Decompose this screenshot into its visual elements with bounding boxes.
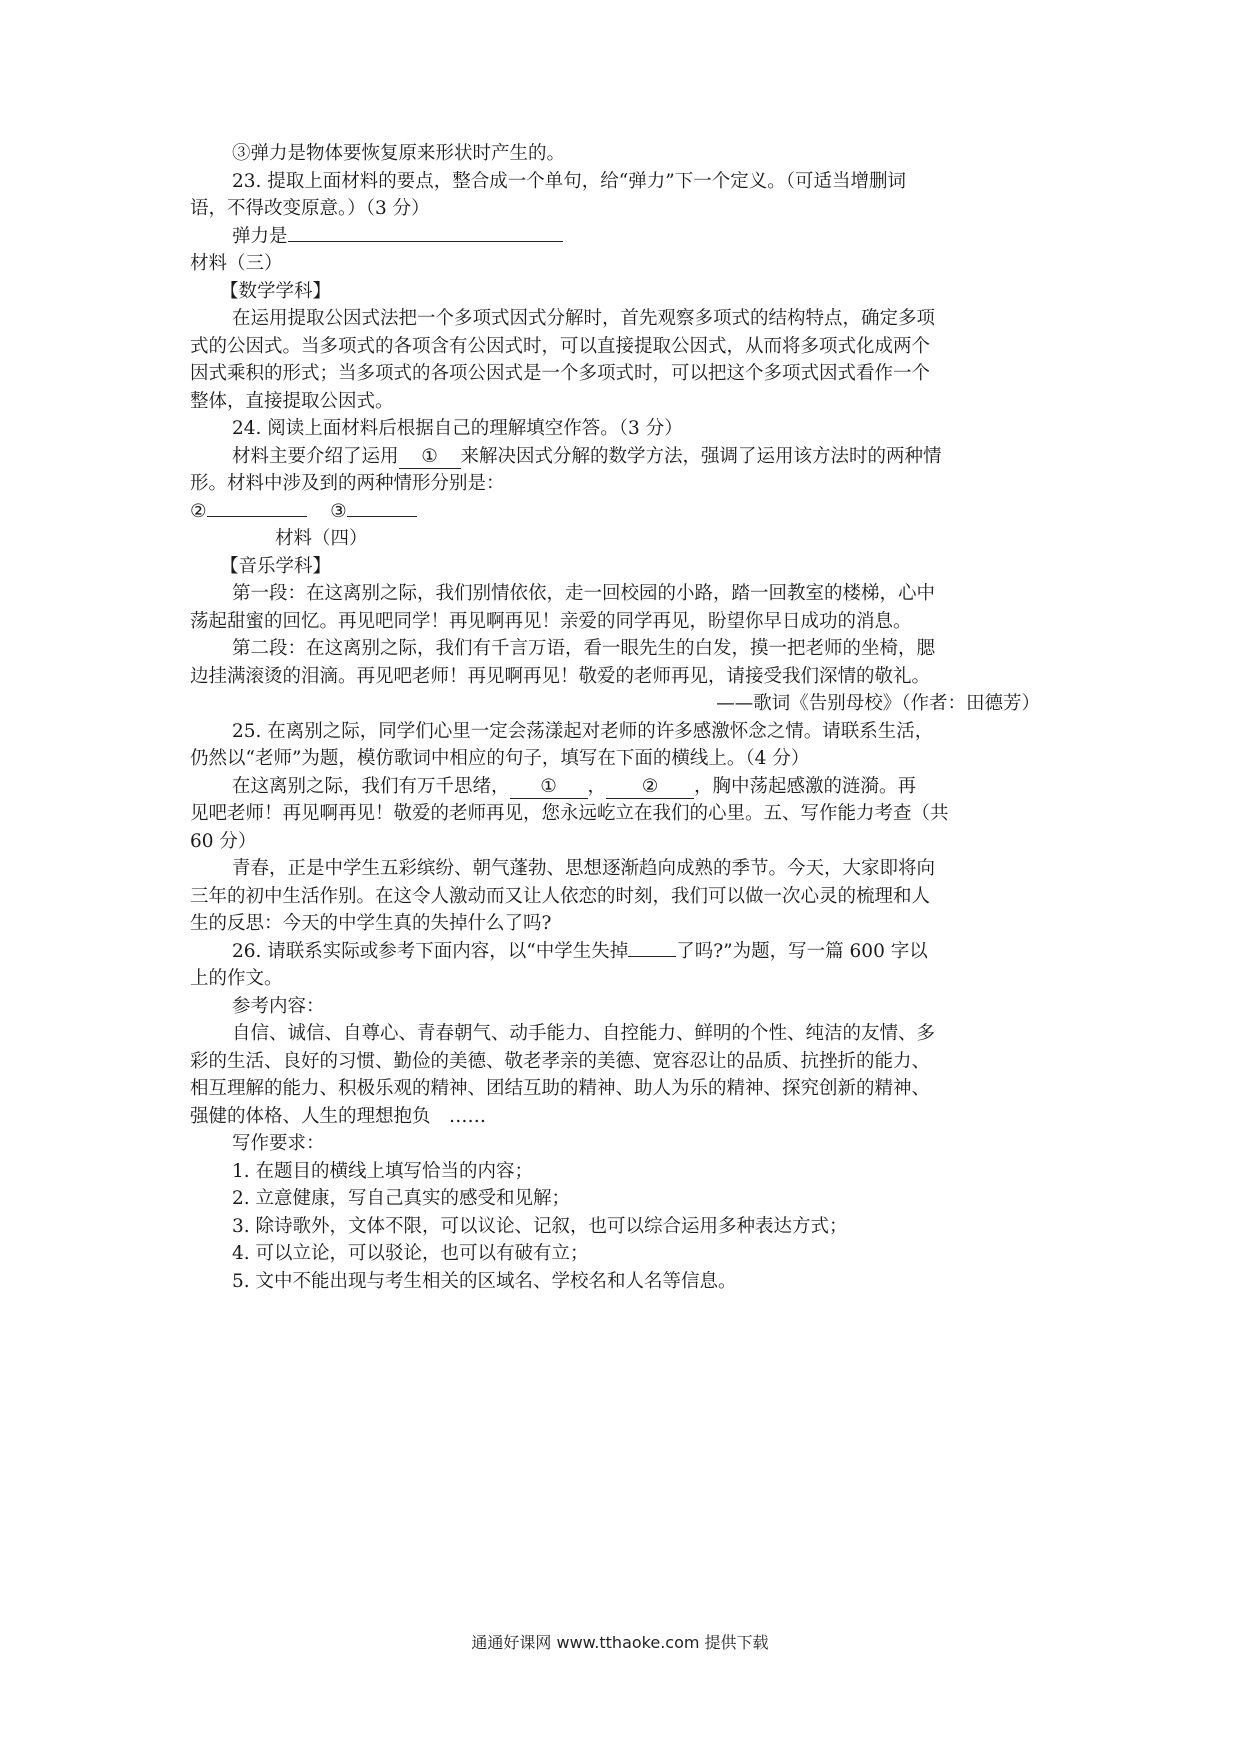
question-25-line-4: 见吧老师！再见啊再见！敬爱的老师再见，您永远屹立在我们的心里。五、写作能力考查（共: [190, 803, 949, 824]
question-23-answer: [190, 223, 1070, 251]
title-blank[interactable]: [628, 956, 676, 957]
requirement-item: 2. 立意健康，写自己真实的感受和见解；: [232, 1188, 571, 1209]
question-24-blanks: [190, 498, 1070, 526]
writing-intro-line-2: 三年的初中生活作别。在这令人激动而又让人依恋的时刻，我们可以做一次心灵的梳理和人: [190, 885, 931, 907]
reference-line-2: 彩的生活、良好的习惯、勤俭的美德、敬老孝亲的美德、宽容忍让的品质、抗挫折的能力、: [190, 1050, 931, 1072]
question-25-line-3: 在这离别之际，我们有万千思绪， ① ， ② ，胸中荡起感激的涟漪。再: [232, 775, 917, 797]
question-23-line-2: 语，不得改变原意。）（3 分）: [190, 198, 430, 219]
question-25-line-1: 25. 在离别之际，同学们心里一定会荡漾起对老师的许多感激怀念之情。请联系生活，: [232, 720, 934, 742]
material-3-para-line-1: 在运用提取公因式法把一个多项式因式分解时，首先观察多项式的结构特点，确定多项: [232, 308, 936, 329]
material-point-3: ③弹力是物体要恢复原来形状时产生的。: [232, 143, 566, 164]
material-4-heading: 材料（四）: [275, 528, 368, 549]
requirement-item: 3. 除诗歌外，文体不限，可以议论、记叙，也可以综合运用多种表达方式；: [232, 1215, 848, 1237]
requirement-item: 5. 文中不能出现与考生相关的区域名、学校名和人名等信息。: [232, 1270, 737, 1292]
question-26-line-2: 上的作文。: [190, 968, 283, 989]
exam-page: [190, 140, 1070, 1295]
lyrics-stanza-2-line-2: 边挂满滚烫的泪滴。再见吧老师！再见啊再见！敬爱的老师再见，请接受我们深情的敬礼。: [190, 665, 931, 687]
requirement-item: 4. 可以立论，可以驳论，也可以有破有立；: [232, 1243, 589, 1264]
question-24-line-3: 形。材料中涉及到的两种情形分别是：: [190, 473, 505, 494]
reference-label: 参考内容：: [232, 995, 325, 1017]
blank-1[interactable]: ①: [399, 446, 461, 469]
blank-3[interactable]: [347, 516, 417, 517]
blank-2[interactable]: [207, 516, 307, 517]
writing-intro-line-3: 生的反思：今天的中学生真的失掉什么了吗?: [190, 913, 552, 934]
lyrics-stanza-1-line-2: 荡起甜蜜的回忆。再见吧同学！再见啊再见！亲爱的同学再见，盼望你早日成功的消息。: [190, 610, 912, 632]
lyrics-stanza-1-line-1: 第一段：在这离别之际，我们别情依依，走一回校园的小路，踏一回教室的楼梯，心中: [232, 583, 936, 604]
material-3-para-line-2: 式的公因式。当多项式的各项含有公因式时，可以直接提取公因式，从而将多项式化成两个: [190, 335, 931, 357]
blank-1[interactable]: ①: [510, 776, 588, 799]
question-24-line-1: 24. 阅读上面材料后根据自己的理解填空作答。（3 分）: [232, 418, 683, 439]
material-3-para-line-4: 整体，直接提取公因式。: [190, 390, 394, 412]
mark-3: ③: [330, 500, 347, 522]
question-23-line-1: 23. 提取上面材料的要点，整合成一个单句，给“弹力”下一个定义。（可适当增删词: [232, 170, 906, 192]
reference-line-4: 强健的体格、人生的理想抱负 ……: [190, 1105, 487, 1127]
mark-2: ②: [190, 500, 207, 522]
material-3-para-line-3: 因式乘积的形式；当多项式的各项公因式是一个多项式时，可以把这个多项式因式看作一个: [190, 363, 931, 384]
blank-2[interactable]: ②: [606, 776, 694, 799]
material-3-heading: 材料（三）: [190, 253, 283, 274]
music-subject-heading: 【音乐学科】: [220, 555, 332, 577]
question-26-line-1: 26. 请联系实际或参考下面内容，以“中学生失掉 了吗?”为题，写一篇 600 字以: [232, 940, 928, 962]
question-25-line-5: 60 分）: [190, 830, 257, 852]
requirement-item: 1. 在题目的横线上填写恰当的内容；: [232, 1160, 534, 1182]
question-25-line-2: 仍然以“老师”为题，模仿歌词中相应的句子，填写在下面的横线上。（4 分）: [190, 748, 810, 769]
reference-line-1: 自信、诚信、自尊心、青春朝气、动手能力、自控能力、鲜明的个性、纯洁的友情、多: [232, 1023, 936, 1044]
writing-intro-line-1: 青春，正是中学生五彩缤纷、朝气蓬勃、思想逐渐趋向成熟的季节。今天，大家即将向: [232, 858, 936, 879]
answer-blank[interactable]: [288, 241, 563, 242]
math-subject-heading: 【数学学科】: [220, 280, 332, 302]
requirements-label: 写作要求：: [232, 1133, 325, 1154]
lyrics-source: ——歌词《告别母校》（作者：田德芳）: [716, 693, 1040, 714]
answer-prefix: 弹力是: [232, 225, 288, 247]
footer-source: 通通好课网 www.tthaoke.com 提供下载: [471, 1633, 769, 1652]
reference-line-3: 相互理解的能力、积极乐观的精神、团结互助的精神、助人为乐的精神、探究创新的精神、: [190, 1078, 931, 1099]
lyrics-stanza-2-line-1: 第二段：在这离别之际，我们有千言万语，看一眼先生的白发，摸一把老师的坐椅，腮: [232, 638, 936, 659]
question-24-line-2: 材料主要介绍了运用 ① 来解决因式分解的数学方法，强调了运用该方法时的两种情: [232, 445, 942, 467]
